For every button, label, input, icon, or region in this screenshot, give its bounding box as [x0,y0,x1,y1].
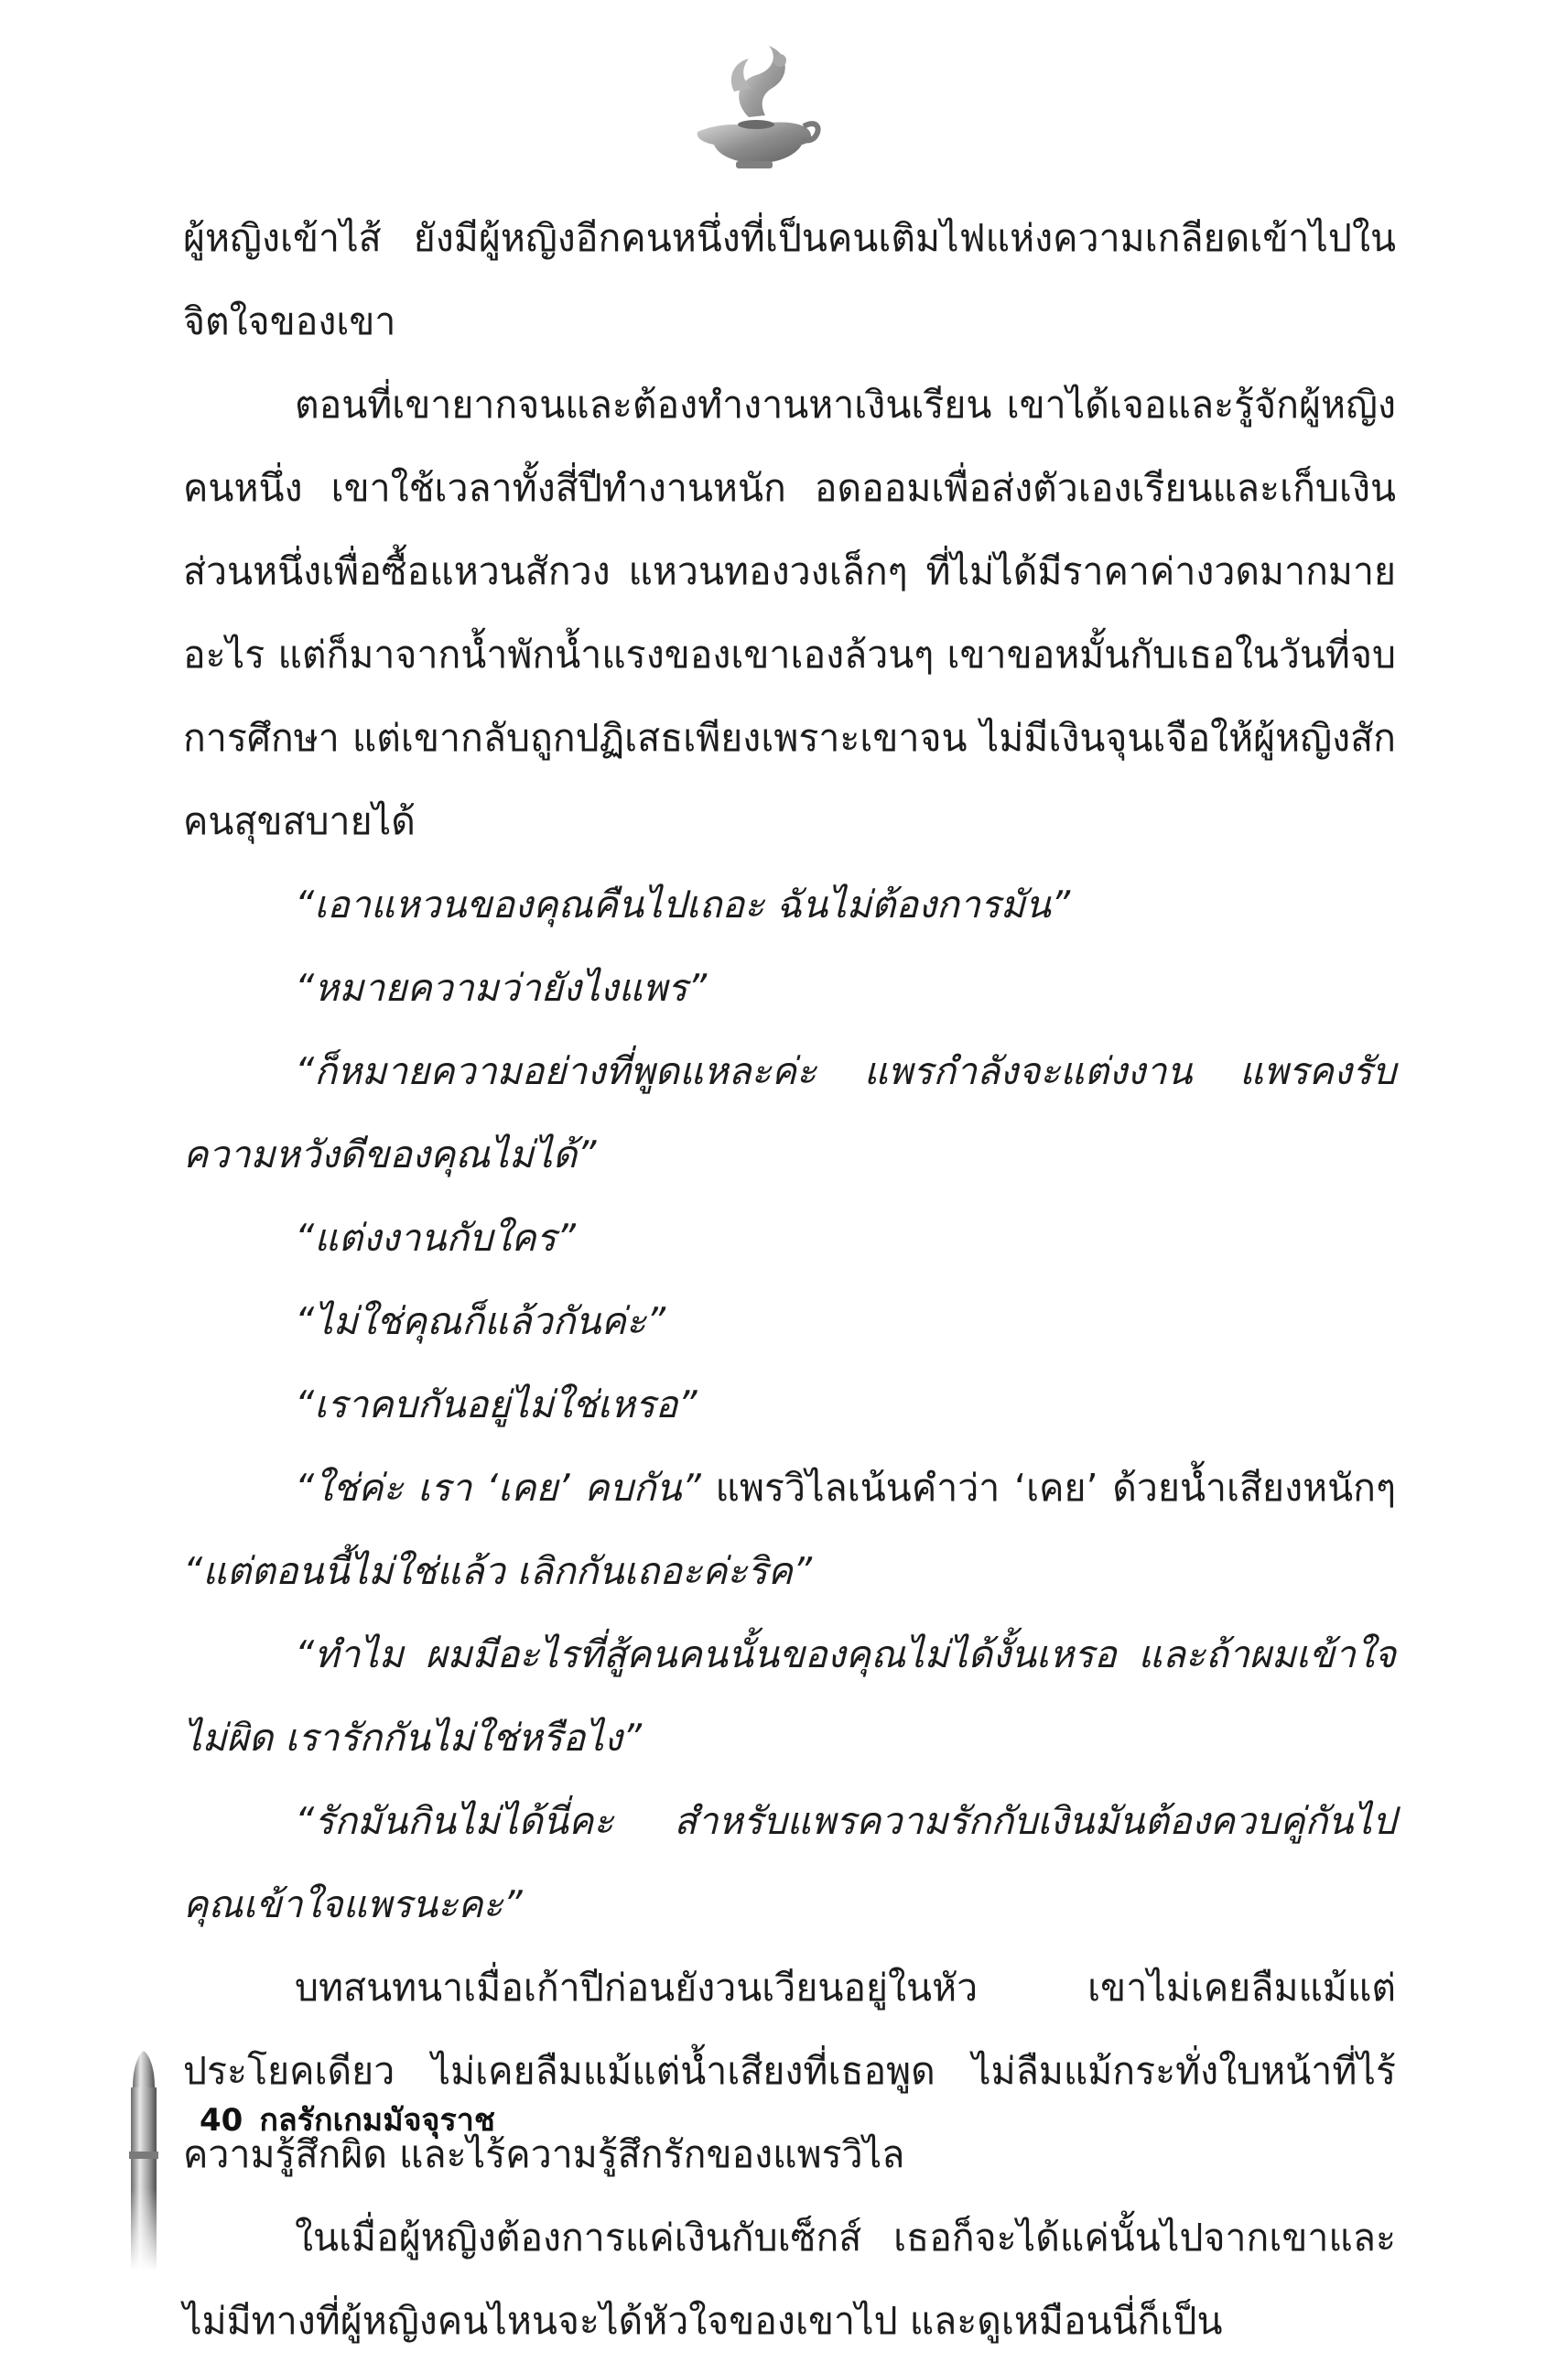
dialogue-line: “หมายความว่ายังไงแพร” [295,966,708,1010]
paragraph: ผู้หญิงเข้าไส้ ยังมีผู้หญิงอีกคนหนึ่งที่เป็นคนเติมไฟแห่งความเกลียดเข้าไปในจิตใจของเขา [183,216,1396,343]
dialogue-line: “ทำไม ผมมีอะไรที่สู้คนคนนั้นของคุณไม่ได้งั้นเหรอ และถ้าผมเข้าใจไม่ผิด เรารักกันไม่ใช่หรือไง” [183,1632,1396,1760]
genie-lamp-icon [677,37,824,174]
dialogue-line: “เอาแหวนของคุณคืนไปเถอะ ฉันไม่ต้องการมัน” [295,883,1071,927]
dialogue-line: “ก็หมายความอย่างที่พูดแหละค่ะ แพรกำลังจะแต่งงาน แพรคงรับความหวังดีของคุณไม่ได้” [183,1049,1396,1176]
dialogue-line: “รักมันกินไม่ได้นี่คะ สำหรับแพรความรักกับเงินมันต้องควบคู่กันไป คุณเข้าใจแพรนะคะ” [183,1799,1396,1926]
bullet-icon [124,2051,164,2271]
paragraph: ในเมื่อผู้หญิงต้องการแค่เงินกับเซ็กส์ เธอก็จะได้แค่นั้นไปจากเขาและไม่มีทางที่ผู้หญิงคนไหนจะได้หัวใจของเขาไป และดูเหมือนนี่ก็เป็น [183,2216,1396,2343]
dialogue-line: “แต่งงานกับใคร” [295,1216,576,1260]
dialogue-line: “ไม่ใช่คุณก็แล้วกันค่ะ” [295,1299,666,1343]
book-title: กลรักเกมมัจจุราช [259,2102,495,2139]
mixed-paragraph [183,1447,1396,1613]
dialogue-span: “ใช่ค่ะ เรา ‘เคย’ คบกัน” [295,1466,701,1510]
page-number: 40 [200,2102,243,2139]
paragraph: บทสนทนาเมื่อเก้าปีก่อนยังวนเวียนอยู่ในหัว เขาไม่เคยลืมแม้แต่ประโยคเดียว ไม่เคยลืมแม้แต่น้ำเสียงที่เธอพูด ไม่ลืมแม้กระทั่งใบหน้าที่ไร้ความรู้สึกผิด และไร้ความรู้สึกรักของแพรวิไล [183,1966,1396,2176]
paragraph: ตอนที่เขายากจนและต้องทำงานหาเงินเรียน เขาได้เจอและรู้จักผู้หญิงคนหนึ่ง เขาใช้เวลาทั้งสี่ปีทำงานหนัก อดออมเพื่อส่งตัวเองเรียนและเก็บเงินส่วนหนึ่งเพื่อซื้อแหวนสักวง แหวนทองวงเล็กๆ ที่ไม่ได้มีราคาค่างวดมากมายอะไร แต่ก็มาจากน้ำพักน้ำแรงของเขาเองล้วนๆ เขาขอหมั้นกับเธอในวันที่จบการศึกษา แต่เขากลับถูกปฏิเสธเพียงเพราะเขาจน ไม่มีเงินจุนเจือให้ผู้หญิงสักคนสุขสบายได้ [183,383,1396,843]
narration-span: แพรวิไลเน้นคำว่า ‘เคย’ ด้วยน้ำเสียงหนักๆ [700,1466,1396,1510]
dialogue-span: “แต่ตอนนี้ไม่ใช่แล้ว เลิกกันเถอะค่ะริค” [183,1549,813,1593]
page-text [183,197,1396,2363]
page-footer [200,2095,495,2144]
dialogue-line: “เราคบกันอยู่ไม่ใช่เหรอ” [295,1382,697,1426]
